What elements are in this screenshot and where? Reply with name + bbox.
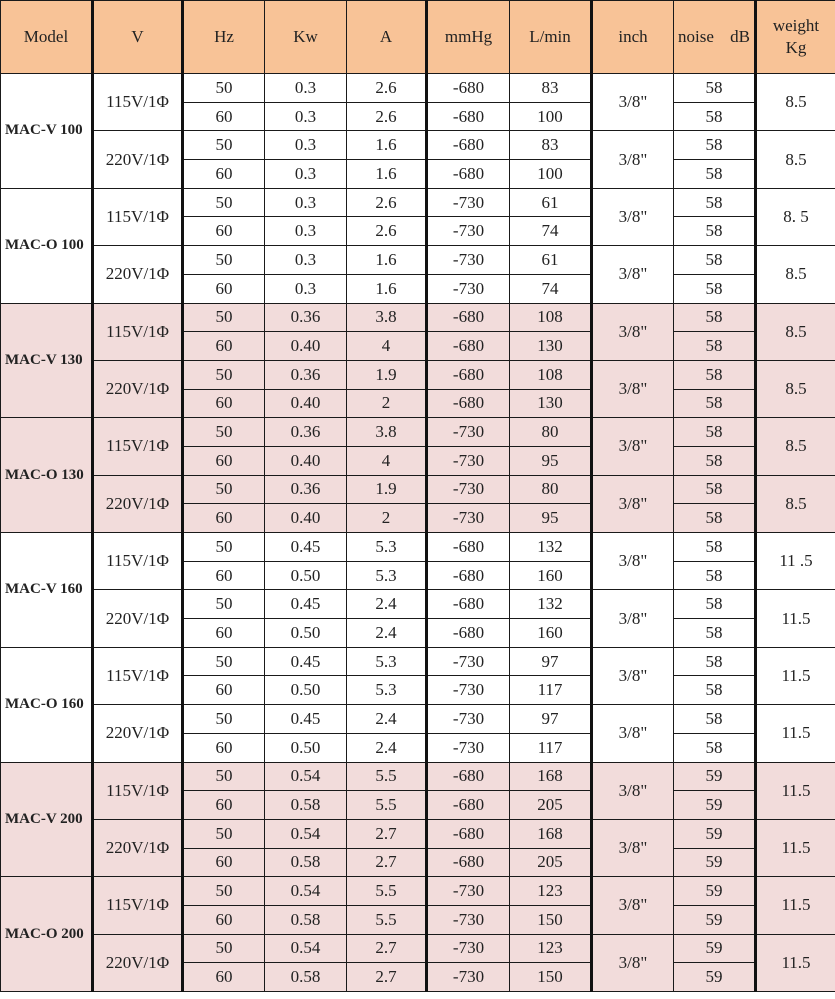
- amp-cell: 1.9: [347, 475, 427, 504]
- flow-cell: 205: [510, 848, 592, 877]
- amp-cell: 2.7: [347, 963, 427, 992]
- hz-cell: 60: [183, 791, 265, 820]
- kw-cell: 0.40: [265, 389, 347, 418]
- vacuum-cell: -730: [427, 446, 510, 475]
- flow-cell: 83: [510, 131, 592, 160]
- vacuum-cell: -680: [427, 303, 510, 332]
- hz-cell: 60: [183, 676, 265, 705]
- voltage-cell: 220V/1Φ: [93, 475, 183, 532]
- amp-cell: 5.3: [347, 561, 427, 590]
- amp-cell: 3.8: [347, 303, 427, 332]
- amp-cell: 5.3: [347, 647, 427, 676]
- noise-cell: 58: [674, 131, 756, 160]
- noise-cell: 59: [674, 934, 756, 963]
- inch-cell: 3/8": [592, 819, 674, 876]
- kw-cell: 0.58: [265, 905, 347, 934]
- amp-cell: 1.6: [347, 274, 427, 303]
- voltage-cell: 115V/1Φ: [93, 418, 183, 475]
- amp-cell: 1.6: [347, 160, 427, 189]
- amp-cell: 2: [347, 389, 427, 418]
- flow-cell: 160: [510, 619, 592, 648]
- noise-cell: 58: [674, 274, 756, 303]
- vacuum-cell: -730: [427, 963, 510, 992]
- vacuum-cell: -680: [427, 561, 510, 590]
- header-kw: Kw: [265, 1, 347, 74]
- table-row: [1, 647, 835, 676]
- amp-cell: 5.3: [347, 533, 427, 562]
- flow-cell: 61: [510, 188, 592, 217]
- noise-cell: 59: [674, 963, 756, 992]
- voltage-cell: 220V/1Φ: [93, 705, 183, 762]
- noise-cell: 59: [674, 819, 756, 848]
- vacuum-cell: -730: [427, 418, 510, 447]
- flow-cell: 108: [510, 360, 592, 389]
- weight-cell: 11.5: [756, 877, 835, 934]
- vacuum-cell: -730: [427, 188, 510, 217]
- vacuum-cell: -730: [427, 504, 510, 533]
- flow-cell: 168: [510, 762, 592, 791]
- flow-cell: 80: [510, 475, 592, 504]
- table-row: [1, 131, 835, 160]
- voltage-cell: 115V/1Φ: [93, 762, 183, 819]
- table-row: [1, 475, 835, 504]
- weight-cell: 11.5: [756, 762, 835, 819]
- noise-cell: 58: [674, 446, 756, 475]
- model-name-cell: MAC-O 200: [1, 877, 93, 992]
- noise-cell: 58: [674, 676, 756, 705]
- voltage-cell: 220V/1Φ: [93, 819, 183, 876]
- table-row: [1, 705, 835, 734]
- noise-cell: 58: [674, 360, 756, 389]
- vacuum-cell: -680: [427, 533, 510, 562]
- hz-cell: 50: [183, 590, 265, 619]
- noise-cell: 58: [674, 246, 756, 275]
- vacuum-cell: -730: [427, 705, 510, 734]
- inch-cell: 3/8": [592, 877, 674, 934]
- header-noise-unit: dB: [730, 27, 750, 46]
- amp-cell: 5.5: [347, 791, 427, 820]
- weight-cell: 8. 5: [756, 188, 835, 245]
- model-name-cell: MAC-O 100: [1, 188, 93, 303]
- table-row: [1, 188, 835, 217]
- noise-cell: 59: [674, 848, 756, 877]
- hz-cell: 60: [183, 217, 265, 246]
- table-row: [1, 360, 835, 389]
- amp-cell: 5.3: [347, 676, 427, 705]
- model-name-cell: MAC-V 160: [1, 533, 93, 648]
- kw-cell: 0.3: [265, 188, 347, 217]
- kw-cell: 0.58: [265, 848, 347, 877]
- hz-cell: 60: [183, 561, 265, 590]
- flow-cell: 117: [510, 676, 592, 705]
- voltage-cell: 220V/1Φ: [93, 131, 183, 188]
- header-noise-label: noise: [678, 27, 714, 46]
- table-row: [1, 590, 835, 619]
- weight-cell: 8.5: [756, 303, 835, 360]
- header-v: V: [93, 1, 183, 74]
- noise-cell: 58: [674, 647, 756, 676]
- table-row: [1, 74, 835, 103]
- noise-cell: 58: [674, 217, 756, 246]
- hz-cell: 50: [183, 705, 265, 734]
- voltage-cell: 220V/1Φ: [93, 246, 183, 303]
- noise-cell: 58: [674, 475, 756, 504]
- noise-cell: 58: [674, 389, 756, 418]
- kw-cell: 0.54: [265, 819, 347, 848]
- vacuum-cell: -680: [427, 102, 510, 131]
- vacuum-cell: -680: [427, 848, 510, 877]
- kw-cell: 0.36: [265, 475, 347, 504]
- noise-cell: 59: [674, 877, 756, 906]
- header-weight-unit: Kg: [785, 38, 807, 57]
- flow-cell: 123: [510, 877, 592, 906]
- vacuum-cell: -680: [427, 360, 510, 389]
- weight-cell: 11.5: [756, 705, 835, 762]
- inch-cell: 3/8": [592, 246, 674, 303]
- voltage-cell: 115V/1Φ: [93, 877, 183, 934]
- noise-cell: 58: [674, 504, 756, 533]
- inch-cell: 3/8": [592, 360, 674, 417]
- header-row: [1, 1, 835, 74]
- inch-cell: 3/8": [592, 533, 674, 590]
- hz-cell: 60: [183, 504, 265, 533]
- hz-cell: 60: [183, 102, 265, 131]
- amp-cell: 2.4: [347, 705, 427, 734]
- inch-cell: 3/8": [592, 188, 674, 245]
- flow-cell: 168: [510, 819, 592, 848]
- noise-cell: 58: [674, 533, 756, 562]
- flow-cell: 117: [510, 733, 592, 762]
- flow-cell: 132: [510, 533, 592, 562]
- voltage-cell: 115V/1Φ: [93, 533, 183, 590]
- header-mmhg: mmHg: [427, 1, 510, 74]
- hz-cell: 50: [183, 418, 265, 447]
- hz-cell: 60: [183, 733, 265, 762]
- vacuum-cell: -680: [427, 791, 510, 820]
- flow-cell: 74: [510, 274, 592, 303]
- amp-cell: 2.4: [347, 619, 427, 648]
- hz-cell: 50: [183, 74, 265, 103]
- weight-cell: 8.5: [756, 246, 835, 303]
- kw-cell: 0.36: [265, 303, 347, 332]
- kw-cell: 0.45: [265, 533, 347, 562]
- flow-cell: 130: [510, 389, 592, 418]
- table-row: [1, 418, 835, 447]
- table-row: [1, 303, 835, 332]
- amp-cell: 2: [347, 504, 427, 533]
- kw-cell: 0.3: [265, 246, 347, 275]
- noise-cell: 58: [674, 188, 756, 217]
- noise-cell: 59: [674, 791, 756, 820]
- weight-cell: 11.5: [756, 590, 835, 647]
- kw-cell: 0.3: [265, 217, 347, 246]
- vacuum-cell: -730: [427, 934, 510, 963]
- flow-cell: 160: [510, 561, 592, 590]
- kw-cell: 0.3: [265, 131, 347, 160]
- table-body: [1, 74, 835, 992]
- vacuum-cell: -680: [427, 590, 510, 619]
- amp-cell: 2.6: [347, 217, 427, 246]
- hz-cell: 60: [183, 446, 265, 475]
- inch-cell: 3/8": [592, 74, 674, 131]
- noise-cell: 58: [674, 160, 756, 189]
- voltage-cell: 115V/1Φ: [93, 303, 183, 360]
- amp-cell: 2.6: [347, 74, 427, 103]
- hz-cell: 50: [183, 934, 265, 963]
- amp-cell: 2.7: [347, 819, 427, 848]
- kw-cell: 0.45: [265, 705, 347, 734]
- kw-cell: 0.3: [265, 74, 347, 103]
- hz-cell: 50: [183, 475, 265, 504]
- flow-cell: 95: [510, 446, 592, 475]
- hz-cell: 60: [183, 332, 265, 361]
- voltage-cell: 220V/1Φ: [93, 360, 183, 417]
- hz-cell: 50: [183, 246, 265, 275]
- noise-cell: 58: [674, 619, 756, 648]
- noise-cell: 59: [674, 905, 756, 934]
- flow-cell: 74: [510, 217, 592, 246]
- inch-cell: 3/8": [592, 934, 674, 991]
- amp-cell: 2.4: [347, 590, 427, 619]
- hz-cell: 60: [183, 389, 265, 418]
- amp-cell: 1.6: [347, 246, 427, 275]
- flow-cell: 80: [510, 418, 592, 447]
- kw-cell: 0.50: [265, 676, 347, 705]
- header-a: A: [347, 1, 427, 74]
- inch-cell: 3/8": [592, 475, 674, 532]
- noise-cell: 58: [674, 561, 756, 590]
- voltage-cell: 220V/1Φ: [93, 934, 183, 991]
- kw-cell: 0.50: [265, 619, 347, 648]
- noise-cell: 58: [674, 705, 756, 734]
- inch-cell: 3/8": [592, 647, 674, 704]
- vacuum-cell: -730: [427, 217, 510, 246]
- vacuum-cell: -730: [427, 733, 510, 762]
- hz-cell: 60: [183, 848, 265, 877]
- hz-cell: 50: [183, 877, 265, 906]
- vacuum-cell: -680: [427, 74, 510, 103]
- inch-cell: 3/8": [592, 418, 674, 475]
- kw-cell: 0.3: [265, 160, 347, 189]
- hz-cell: 50: [183, 131, 265, 160]
- flow-cell: 205: [510, 791, 592, 820]
- kw-cell: 0.40: [265, 332, 347, 361]
- flow-cell: 108: [510, 303, 592, 332]
- kw-cell: 0.54: [265, 762, 347, 791]
- noise-cell: 58: [674, 303, 756, 332]
- amp-cell: 5.5: [347, 762, 427, 791]
- model-name-cell: MAC-V 100: [1, 74, 93, 189]
- kw-cell: 0.58: [265, 963, 347, 992]
- vacuum-cell: -730: [427, 877, 510, 906]
- flow-cell: 97: [510, 647, 592, 676]
- kw-cell: 0.3: [265, 102, 347, 131]
- hz-cell: 50: [183, 762, 265, 791]
- header-hz: Hz: [183, 1, 265, 74]
- noise-cell: 58: [674, 332, 756, 361]
- hz-cell: 50: [183, 819, 265, 848]
- weight-cell: 8.5: [756, 418, 835, 475]
- inch-cell: 3/8": [592, 590, 674, 647]
- voltage-cell: 115V/1Φ: [93, 188, 183, 245]
- amp-cell: 5.5: [347, 877, 427, 906]
- table-header: [1, 1, 835, 74]
- voltage-cell: 220V/1Φ: [93, 590, 183, 647]
- model-name-cell: MAC-O 130: [1, 418, 93, 533]
- model-name-cell: MAC-O 160: [1, 647, 93, 762]
- vacuum-cell: -680: [427, 819, 510, 848]
- weight-cell: 8.5: [756, 131, 835, 188]
- noise-cell: 58: [674, 733, 756, 762]
- flow-cell: 150: [510, 905, 592, 934]
- hz-cell: 60: [183, 274, 265, 303]
- amp-cell: 5.5: [347, 905, 427, 934]
- amp-cell: 1.6: [347, 131, 427, 160]
- vacuum-cell: -680: [427, 131, 510, 160]
- noise-cell: 59: [674, 762, 756, 791]
- flow-cell: 100: [510, 102, 592, 131]
- hz-cell: 60: [183, 619, 265, 648]
- header-model: Model: [1, 1, 93, 74]
- header-lmin: L/min: [510, 1, 592, 74]
- vacuum-cell: -730: [427, 647, 510, 676]
- table-row: [1, 533, 835, 562]
- hz-cell: 50: [183, 360, 265, 389]
- inch-cell: 3/8": [592, 762, 674, 819]
- hz-cell: 50: [183, 188, 265, 217]
- hz-cell: 60: [183, 905, 265, 934]
- amp-cell: 2.7: [347, 934, 427, 963]
- kw-cell: 0.50: [265, 561, 347, 590]
- amp-cell: 2.6: [347, 102, 427, 131]
- flow-cell: 150: [510, 963, 592, 992]
- weight-cell: 11.5: [756, 647, 835, 704]
- table-row: [1, 819, 835, 848]
- table-row: [1, 934, 835, 963]
- noise-cell: 58: [674, 74, 756, 103]
- amp-cell: 2.7: [347, 848, 427, 877]
- table-row: [1, 877, 835, 906]
- header-weight: [756, 1, 835, 74]
- weight-cell: 8.5: [756, 74, 835, 131]
- table-row: [1, 246, 835, 275]
- kw-cell: 0.36: [265, 418, 347, 447]
- flow-cell: 130: [510, 332, 592, 361]
- inch-cell: 3/8": [592, 303, 674, 360]
- noise-cell: 58: [674, 590, 756, 619]
- vacuum-cell: -680: [427, 389, 510, 418]
- hz-cell: 60: [183, 963, 265, 992]
- amp-cell: 4: [347, 332, 427, 361]
- vacuum-cell: -680: [427, 619, 510, 648]
- vacuum-cell: -730: [427, 274, 510, 303]
- flow-cell: 100: [510, 160, 592, 189]
- inch-cell: 3/8": [592, 131, 674, 188]
- weight-cell: 11.5: [756, 819, 835, 876]
- vacuum-cell: -680: [427, 160, 510, 189]
- flow-cell: 95: [510, 504, 592, 533]
- kw-cell: 0.54: [265, 934, 347, 963]
- weight-cell: 8.5: [756, 475, 835, 532]
- kw-cell: 0.40: [265, 446, 347, 475]
- header-noise: [674, 1, 756, 74]
- amp-cell: 1.9: [347, 360, 427, 389]
- hz-cell: 50: [183, 303, 265, 332]
- kw-cell: 0.58: [265, 791, 347, 820]
- kw-cell: 0.45: [265, 647, 347, 676]
- weight-cell: 11.5: [756, 934, 835, 991]
- weight-cell: 11 .5: [756, 533, 835, 590]
- vacuum-cell: -730: [427, 475, 510, 504]
- kw-cell: 0.50: [265, 733, 347, 762]
- flow-cell: 132: [510, 590, 592, 619]
- model-name-cell: MAC-V 200: [1, 762, 93, 877]
- header-weight-label: weight: [772, 16, 820, 35]
- amp-cell: 3.8: [347, 418, 427, 447]
- kw-cell: 0.3: [265, 274, 347, 303]
- kw-cell: 0.54: [265, 877, 347, 906]
- flow-cell: 97: [510, 705, 592, 734]
- voltage-cell: 115V/1Φ: [93, 74, 183, 131]
- model-name-cell: MAC-V 130: [1, 303, 93, 418]
- vacuum-cell: -730: [427, 246, 510, 275]
- weight-cell: 8.5: [756, 360, 835, 417]
- kw-cell: 0.45: [265, 590, 347, 619]
- voltage-cell: 115V/1Φ: [93, 647, 183, 704]
- amp-cell: 2.4: [347, 733, 427, 762]
- inch-cell: 3/8": [592, 705, 674, 762]
- flow-cell: 83: [510, 74, 592, 103]
- table-row: [1, 762, 835, 791]
- header-inch: inch: [592, 1, 674, 74]
- noise-cell: 58: [674, 102, 756, 131]
- hz-cell: 50: [183, 533, 265, 562]
- hz-cell: 50: [183, 647, 265, 676]
- flow-cell: 61: [510, 246, 592, 275]
- vacuum-cell: -680: [427, 332, 510, 361]
- kw-cell: 0.36: [265, 360, 347, 389]
- flow-cell: 123: [510, 934, 592, 963]
- hz-cell: 60: [183, 160, 265, 189]
- amp-cell: 2.6: [347, 188, 427, 217]
- amp-cell: 4: [347, 446, 427, 475]
- noise-cell: 58: [674, 418, 756, 447]
- vacuum-cell: -730: [427, 905, 510, 934]
- vacuum-cell: -730: [427, 676, 510, 705]
- kw-cell: 0.40: [265, 504, 347, 533]
- vacuum-cell: -680: [427, 762, 510, 791]
